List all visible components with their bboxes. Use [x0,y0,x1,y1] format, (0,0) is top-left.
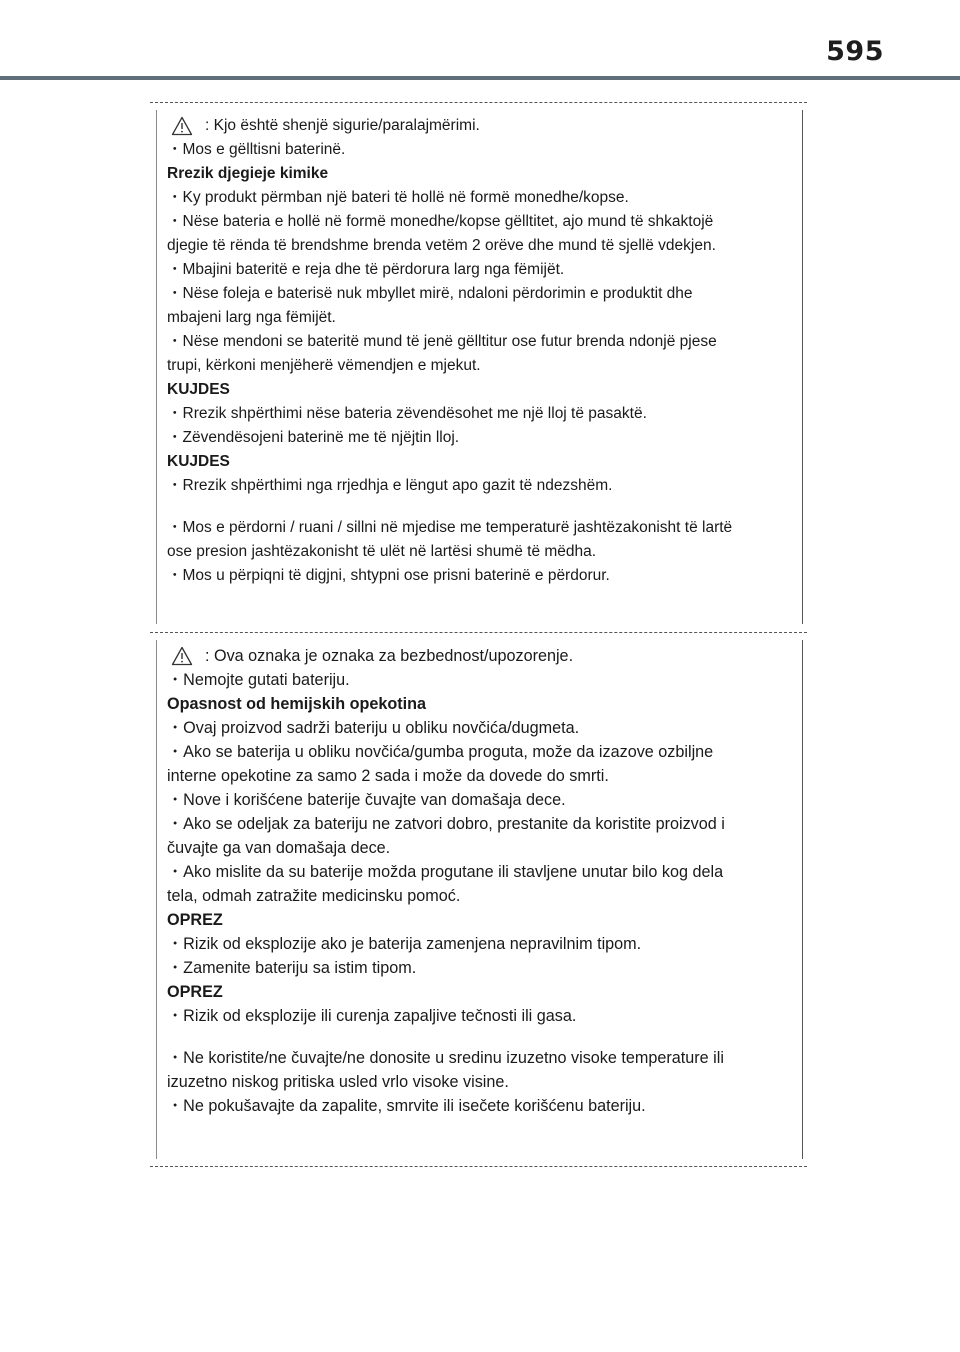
warning-box-albanian [150,102,807,632]
body-line: ・Nëse foleja e baterisë nuk mbyllet mirë, ndaloni përdorimin e produktit dhe [167,285,693,302]
warning-title-row [167,644,772,668]
caution-heading: OPREZ [167,911,223,929]
body-line: ・Zëvendësojeni baterinë me të njëjtin lloj. [167,429,460,446]
body-line: ・Nemojte gutati bateriju. [167,671,350,689]
body-line: ・Mos e gëlltisni baterinë. [167,141,346,158]
body-line: ・Mbajini bateritë e reja dhe të përdorura larg nga fëmijët. [167,261,565,278]
body-line: ・Ne koristite/ne čuvajte/ne donosite u sredinu izuzetno visoke temperature ili [167,1049,724,1067]
warning-box-serbian [150,632,807,1167]
warning-content-albanian [167,114,772,588]
body-line: čuvajte ga van domašaja dece. [167,839,391,857]
body-line: ・Ako se baterija u obliku novčića/gumba proguta, može da izazove ozbiljne [167,743,714,761]
body-line: ・Mos e përdorni / ruani / sillni në mjedise me temperaturë jashtëzakonisht të lartë [167,519,733,536]
caution-heading: OPREZ [167,983,223,1001]
warning-title: : Ova oznaka je oznaka za bezbednost/upozorenje. [205,647,574,665]
caution-heading: KUJDES [167,453,230,470]
page-number: 595 [826,36,884,67]
body-line: tela, odmah zatražite medicinsku pomoć. [167,887,461,905]
body-line: ・Rizik od eksplozije ako je baterija zamenjena nepravilnim tipom. [167,935,642,953]
body-line: djegie të rënda të brendshme brenda vetëm 2 orëve dhe mund të sjellë vdekjen. [167,237,716,254]
body-line: ・Nove i korišćene baterije čuvajte van domašaja dece. [167,791,566,809]
body-line: ・Rizik od eksplozije ili curenja zapaljive tečnosti ili gasa. [167,1007,577,1025]
body-line: ・Ovaj proizvod sadrži bateriju u obliku novčića/dugmeta. [167,719,580,737]
subheading: Opasnost od hemijskih opekotina [167,695,427,713]
body-line: ・Nëse mendoni se bateritë mund të jenë gëlltitur ose futur brenda ndonjë pjese [167,333,717,350]
header-rule [0,76,960,80]
body-line: ・Rrezik shpërthimi nëse bateria zëvendësohet me një lloj të pasaktë. [167,405,647,422]
body-line: ・Nëse bateria e hollë në formë monedhe/kopse gëlltitet, ajo mund të shkaktojë [167,213,714,230]
warning-content-serbian [167,644,772,1118]
warning-triangle-icon [171,116,193,136]
subheading: Rrezik djegieje kimike [167,165,329,182]
body-line: ・Ky produkt përmban një bateri të hollë në formë monedhe/kopse. [167,189,629,206]
warning-triangle-icon [171,646,193,666]
warning-title-row [167,114,772,138]
caution-heading: KUJDES [167,381,230,398]
body-line: izuzetno niskog pritiska usled vrlo visoke visine. [167,1073,509,1091]
body-line: ose presion jashtëzakonisht të ulët në lartësi shumë të mëdha. [167,543,597,560]
body-line: ・Mos u përpiqni të digjni, shtypni ose prisni baterinë e përdorur. [167,567,610,584]
body-line: ・Rrezik shpërthimi nga rrjedhja e lëngut apo gazit të ndezshëm. [167,477,613,494]
body-line: trupi, kërkoni menjëherë vëmendjen e mjekut. [167,357,481,374]
body-line: ・Ne pokušavajte da zapalite, smrvite ili isečete korišćenu bateriju. [167,1097,646,1115]
body-line: interne opekotine za samo 2 sada i može da dovede do smrti. [167,767,609,785]
body-line: ・Zamenite bateriju sa istim tipom. [167,959,417,977]
body-line: ・Ako mislite da su baterije možda progutane ili stavljene unutar bilo kog dela [167,863,724,881]
warning-title: : Kjo është shenjë sigurie/paralajmërimi. [205,117,480,134]
body-line: ・Ako se odeljak za bateriju ne zatvori dobro, prestanite da koristite proizvod i [167,815,725,833]
body-line: mbajeni larg nga fëmijët. [167,309,336,326]
